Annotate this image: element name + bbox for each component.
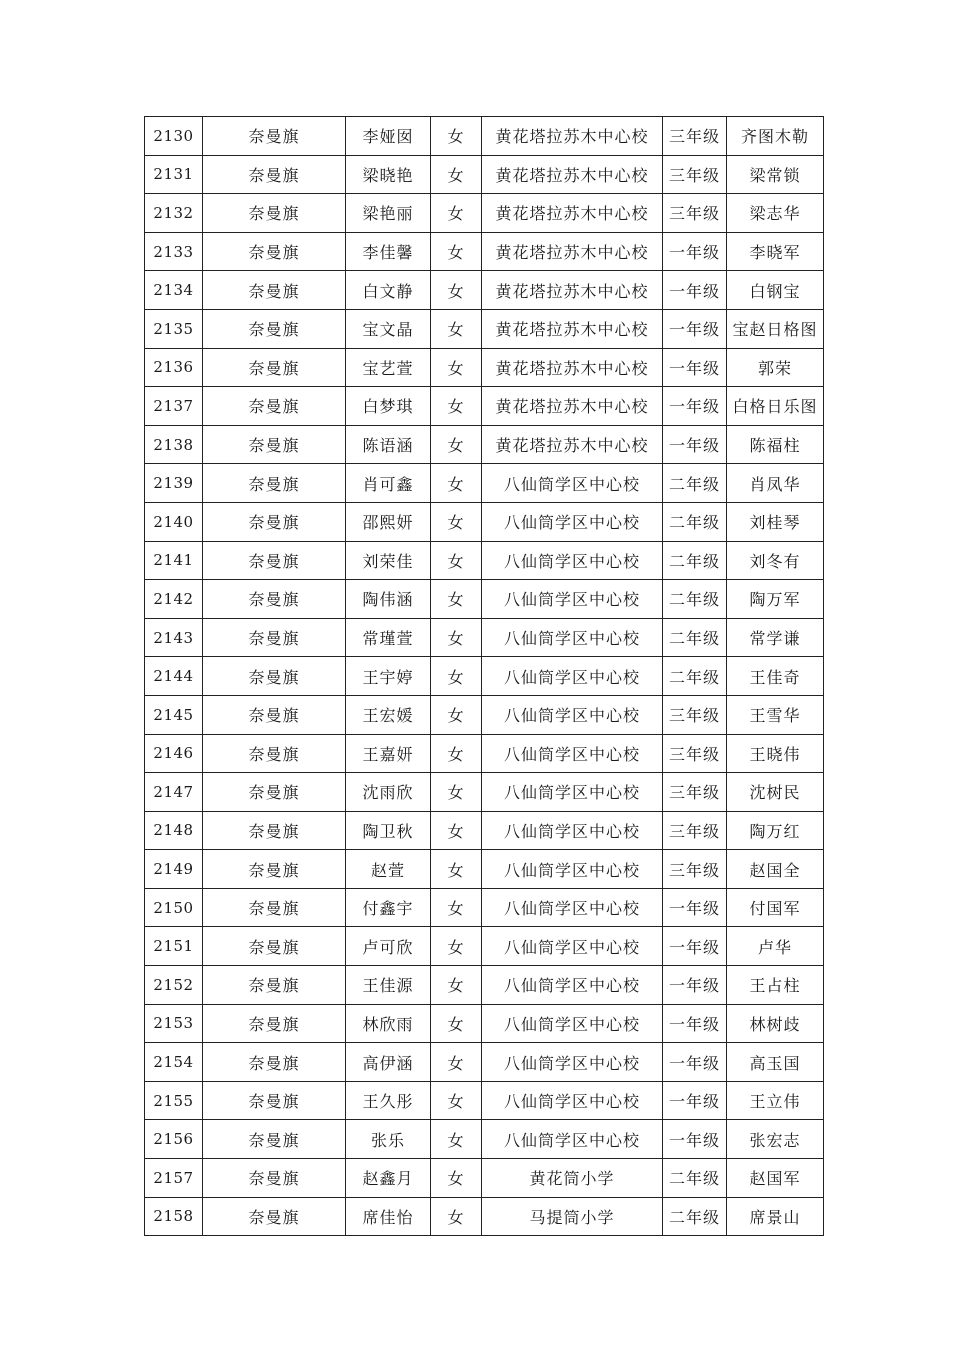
county-cell: 奈曼旗: [203, 117, 346, 156]
row-id: 2131: [145, 155, 203, 194]
row-id: 2147: [145, 773, 203, 812]
grade-cell: 二年级: [663, 541, 727, 580]
gender-cell: 女: [431, 117, 482, 156]
county-cell: 奈曼旗: [203, 657, 346, 696]
row-id: 2152: [145, 966, 203, 1005]
row-id: 2153: [145, 1004, 203, 1043]
guardian-cell: 刘冬有: [727, 541, 824, 580]
row-id: 2130: [145, 117, 203, 156]
student-name-cell: 王宇婷: [346, 657, 431, 696]
grade-cell: 三年级: [663, 850, 727, 889]
row-id: 2132: [145, 194, 203, 233]
student-name-cell: 沈雨欣: [346, 773, 431, 812]
school-cell: 黄花塔拉苏木中心校: [482, 117, 663, 156]
county-cell: 奈曼旗: [203, 695, 346, 734]
row-id: 2158: [145, 1197, 203, 1236]
guardian-cell: 赵国军: [727, 1159, 824, 1198]
grade-cell: 一年级: [663, 232, 727, 271]
guardian-cell: 宝赵日格图: [727, 309, 824, 348]
county-cell: 奈曼旗: [203, 309, 346, 348]
county-cell: 奈曼旗: [203, 618, 346, 657]
row-id: 2137: [145, 387, 203, 426]
row-id: 2140: [145, 502, 203, 541]
county-cell: 奈曼旗: [203, 194, 346, 233]
row-id: 2150: [145, 888, 203, 927]
student-name-cell: 肖可鑫: [346, 464, 431, 503]
county-cell: 奈曼旗: [203, 850, 346, 889]
grade-cell: 二年级: [663, 657, 727, 696]
table-row: [145, 117, 824, 156]
county-cell: 奈曼旗: [203, 155, 346, 194]
grade-cell: 二年级: [663, 464, 727, 503]
table-row: [145, 309, 824, 348]
student-name-cell: 王久彤: [346, 1081, 431, 1120]
county-cell: 奈曼旗: [203, 464, 346, 503]
county-cell: 奈曼旗: [203, 1081, 346, 1120]
grade-cell: 二年级: [663, 580, 727, 619]
school-cell: 八仙筒学区中心校: [482, 657, 663, 696]
gender-cell: 女: [431, 194, 482, 233]
table-row: [145, 657, 824, 696]
row-id: 2156: [145, 1120, 203, 1159]
grade-cell: 一年级: [663, 348, 727, 387]
gender-cell: 女: [431, 618, 482, 657]
table-row: [145, 888, 824, 927]
table-row: [145, 541, 824, 580]
student-name-cell: 王佳源: [346, 966, 431, 1005]
county-cell: 奈曼旗: [203, 1120, 346, 1159]
school-cell: 八仙筒学区中心校: [482, 888, 663, 927]
school-cell: 八仙筒学区中心校: [482, 580, 663, 619]
student-name-cell: 王宏媛: [346, 695, 431, 734]
guardian-cell: 沈树民: [727, 773, 824, 812]
table-row: [145, 695, 824, 734]
school-cell: 八仙筒学区中心校: [482, 1081, 663, 1120]
table-row: [145, 348, 824, 387]
gender-cell: 女: [431, 966, 482, 1005]
grade-cell: 三年级: [663, 117, 727, 156]
county-cell: 奈曼旗: [203, 773, 346, 812]
grade-cell: 一年级: [663, 425, 727, 464]
county-cell: 奈曼旗: [203, 387, 346, 426]
student-name-cell: 高伊涵: [346, 1043, 431, 1082]
guardian-cell: 刘桂琴: [727, 502, 824, 541]
roster-body: [145, 117, 824, 1236]
student-name-cell: 卢可欣: [346, 927, 431, 966]
row-id: 2135: [145, 309, 203, 348]
student-name-cell: 张乐: [346, 1120, 431, 1159]
gender-cell: 女: [431, 888, 482, 927]
county-cell: 奈曼旗: [203, 1043, 346, 1082]
guardian-cell: 高玉国: [727, 1043, 824, 1082]
table-row: [145, 425, 824, 464]
table-row: [145, 387, 824, 426]
grade-cell: 一年级: [663, 1004, 727, 1043]
guardian-cell: 白格日乐图: [727, 387, 824, 426]
gender-cell: 女: [431, 387, 482, 426]
grade-cell: 二年级: [663, 502, 727, 541]
student-name-cell: 常瑾萱: [346, 618, 431, 657]
table-row: [145, 464, 824, 503]
grade-cell: 一年级: [663, 1120, 727, 1159]
row-id: 2134: [145, 271, 203, 310]
school-cell: 黄花塔拉苏木中心校: [482, 232, 663, 271]
grade-cell: 一年级: [663, 888, 727, 927]
guardian-cell: 李晓军: [727, 232, 824, 271]
grade-cell: 一年级: [663, 966, 727, 1005]
grade-cell: 一年级: [663, 1043, 727, 1082]
county-cell: 奈曼旗: [203, 888, 346, 927]
school-cell: 八仙筒学区中心校: [482, 811, 663, 850]
county-cell: 奈曼旗: [203, 927, 346, 966]
row-id: 2144: [145, 657, 203, 696]
guardian-cell: 郭荣: [727, 348, 824, 387]
gender-cell: 女: [431, 1004, 482, 1043]
row-id: 2143: [145, 618, 203, 657]
guardian-cell: 陶万红: [727, 811, 824, 850]
student-name-cell: 陶伟涵: [346, 580, 431, 619]
grade-cell: 三年级: [663, 811, 727, 850]
row-id: 2157: [145, 1159, 203, 1198]
guardian-cell: 齐图木勒: [727, 117, 824, 156]
row-id: 2145: [145, 695, 203, 734]
student-name-cell: 白文静: [346, 271, 431, 310]
grade-cell: 三年级: [663, 695, 727, 734]
school-cell: 八仙筒学区中心校: [482, 695, 663, 734]
county-cell: 奈曼旗: [203, 1197, 346, 1236]
county-cell: 奈曼旗: [203, 966, 346, 1005]
guardian-cell: 王立伟: [727, 1081, 824, 1120]
grade-cell: 一年级: [663, 1081, 727, 1120]
county-cell: 奈曼旗: [203, 541, 346, 580]
school-cell: 黄花筒小学: [482, 1159, 663, 1198]
school-cell: 八仙筒学区中心校: [482, 618, 663, 657]
student-name-cell: 邵熙妍: [346, 502, 431, 541]
guardian-cell: 赵国全: [727, 850, 824, 889]
gender-cell: 女: [431, 850, 482, 889]
school-cell: 八仙筒学区中心校: [482, 541, 663, 580]
table-row: [145, 734, 824, 773]
gender-cell: 女: [431, 580, 482, 619]
county-cell: 奈曼旗: [203, 425, 346, 464]
table-row: [145, 1159, 824, 1198]
school-cell: 黄花塔拉苏木中心校: [482, 194, 663, 233]
grade-cell: 三年级: [663, 734, 727, 773]
guardian-cell: 张宏志: [727, 1120, 824, 1159]
gender-cell: 女: [431, 657, 482, 696]
school-cell: 黄花塔拉苏木中心校: [482, 348, 663, 387]
grade-cell: 一年级: [663, 309, 727, 348]
school-cell: 黄花塔拉苏木中心校: [482, 309, 663, 348]
guardian-cell: 梁常锁: [727, 155, 824, 194]
guardian-cell: 陶万军: [727, 580, 824, 619]
school-cell: 黄花塔拉苏木中心校: [482, 271, 663, 310]
gender-cell: 女: [431, 464, 482, 503]
school-cell: 八仙筒学区中心校: [482, 502, 663, 541]
county-cell: 奈曼旗: [203, 1159, 346, 1198]
row-id: 2151: [145, 927, 203, 966]
guardian-cell: 王雪华: [727, 695, 824, 734]
grade-cell: 三年级: [663, 155, 727, 194]
school-cell: 八仙筒学区中心校: [482, 850, 663, 889]
table-row: [145, 1081, 824, 1120]
county-cell: 奈曼旗: [203, 734, 346, 773]
table-row: [145, 927, 824, 966]
grade-cell: 三年级: [663, 773, 727, 812]
gender-cell: 女: [431, 425, 482, 464]
grade-cell: 二年级: [663, 1159, 727, 1198]
student-name-cell: 刘荣佳: [346, 541, 431, 580]
student-name-cell: 陶卫秋: [346, 811, 431, 850]
guardian-cell: 卢华: [727, 927, 824, 966]
county-cell: 奈曼旗: [203, 271, 346, 310]
guardian-cell: 付国军: [727, 888, 824, 927]
student-name-cell: 席佳怡: [346, 1197, 431, 1236]
county-cell: 奈曼旗: [203, 348, 346, 387]
guardian-cell: 王晓伟: [727, 734, 824, 773]
table-row: [145, 155, 824, 194]
gender-cell: 女: [431, 734, 482, 773]
school-cell: 马提筒小学: [482, 1197, 663, 1236]
county-cell: 奈曼旗: [203, 811, 346, 850]
table-row: [145, 1120, 824, 1159]
table-row: [145, 580, 824, 619]
gender-cell: 女: [431, 232, 482, 271]
gender-cell: 女: [431, 1159, 482, 1198]
student-name-cell: 林欣雨: [346, 1004, 431, 1043]
table-row: [145, 502, 824, 541]
school-cell: 黄花塔拉苏木中心校: [482, 425, 663, 464]
gender-cell: 女: [431, 1081, 482, 1120]
school-cell: 八仙筒学区中心校: [482, 927, 663, 966]
county-cell: 奈曼旗: [203, 502, 346, 541]
student-name-cell: 赵鑫月: [346, 1159, 431, 1198]
county-cell: 奈曼旗: [203, 580, 346, 619]
student-name-cell: 付鑫宇: [346, 888, 431, 927]
row-id: 2142: [145, 580, 203, 619]
guardian-cell: 白钢宝: [727, 271, 824, 310]
gender-cell: 女: [431, 541, 482, 580]
grade-cell: 一年级: [663, 387, 727, 426]
guardian-cell: 王佳奇: [727, 657, 824, 696]
gender-cell: 女: [431, 309, 482, 348]
guardian-cell: 陈福柱: [727, 425, 824, 464]
school-cell: 八仙筒学区中心校: [482, 1120, 663, 1159]
grade-cell: 三年级: [663, 194, 727, 233]
table-row: [145, 773, 824, 812]
row-id: 2146: [145, 734, 203, 773]
gender-cell: 女: [431, 1043, 482, 1082]
table-row: [145, 271, 824, 310]
table-row: [145, 1004, 824, 1043]
row-id: 2148: [145, 811, 203, 850]
guardian-cell: 常学谦: [727, 618, 824, 657]
guardian-cell: 肖凤华: [727, 464, 824, 503]
student-roster-table: [144, 116, 824, 1236]
table-row: [145, 811, 824, 850]
gender-cell: 女: [431, 927, 482, 966]
gender-cell: 女: [431, 695, 482, 734]
table-row: [145, 1043, 824, 1082]
student-name-cell: 李佳馨: [346, 232, 431, 271]
county-cell: 奈曼旗: [203, 1004, 346, 1043]
gender-cell: 女: [431, 348, 482, 387]
guardian-cell: 梁志华: [727, 194, 824, 233]
row-id: 2141: [145, 541, 203, 580]
school-cell: 黄花塔拉苏木中心校: [482, 387, 663, 426]
gender-cell: 女: [431, 155, 482, 194]
grade-cell: 二年级: [663, 1197, 727, 1236]
student-name-cell: 王嘉妍: [346, 734, 431, 773]
row-id: 2139: [145, 464, 203, 503]
county-cell: 奈曼旗: [203, 232, 346, 271]
table-row: [145, 850, 824, 889]
guardian-cell: 席景山: [727, 1197, 824, 1236]
guardian-cell: 王占柱: [727, 966, 824, 1005]
table-row: [145, 1197, 824, 1236]
guardian-cell: 林树歧: [727, 1004, 824, 1043]
gender-cell: 女: [431, 502, 482, 541]
table-row: [145, 232, 824, 271]
table-row: [145, 194, 824, 233]
student-name-cell: 李娅囡: [346, 117, 431, 156]
student-name-cell: 赵萱: [346, 850, 431, 889]
student-name-cell: 梁晓艳: [346, 155, 431, 194]
school-cell: 八仙筒学区中心校: [482, 1004, 663, 1043]
row-id: 2155: [145, 1081, 203, 1120]
school-cell: 八仙筒学区中心校: [482, 734, 663, 773]
gender-cell: 女: [431, 811, 482, 850]
student-name-cell: 梁艳丽: [346, 194, 431, 233]
gender-cell: 女: [431, 271, 482, 310]
grade-cell: 二年级: [663, 618, 727, 657]
row-id: 2136: [145, 348, 203, 387]
row-id: 2149: [145, 850, 203, 889]
table-row: [145, 618, 824, 657]
gender-cell: 女: [431, 773, 482, 812]
row-id: 2138: [145, 425, 203, 464]
student-name-cell: 宝艺萱: [346, 348, 431, 387]
gender-cell: 女: [431, 1197, 482, 1236]
school-cell: 八仙筒学区中心校: [482, 464, 663, 503]
grade-cell: 一年级: [663, 271, 727, 310]
school-cell: 八仙筒学区中心校: [482, 1043, 663, 1082]
school-cell: 八仙筒学区中心校: [482, 773, 663, 812]
table-row: [145, 966, 824, 1005]
school-cell: 黄花塔拉苏木中心校: [482, 155, 663, 194]
grade-cell: 一年级: [663, 927, 727, 966]
gender-cell: 女: [431, 1120, 482, 1159]
school-cell: 八仙筒学区中心校: [482, 966, 663, 1005]
student-name-cell: 陈语涵: [346, 425, 431, 464]
student-name-cell: 白梦琪: [346, 387, 431, 426]
student-name-cell: 宝文晶: [346, 309, 431, 348]
row-id: 2154: [145, 1043, 203, 1082]
row-id: 2133: [145, 232, 203, 271]
